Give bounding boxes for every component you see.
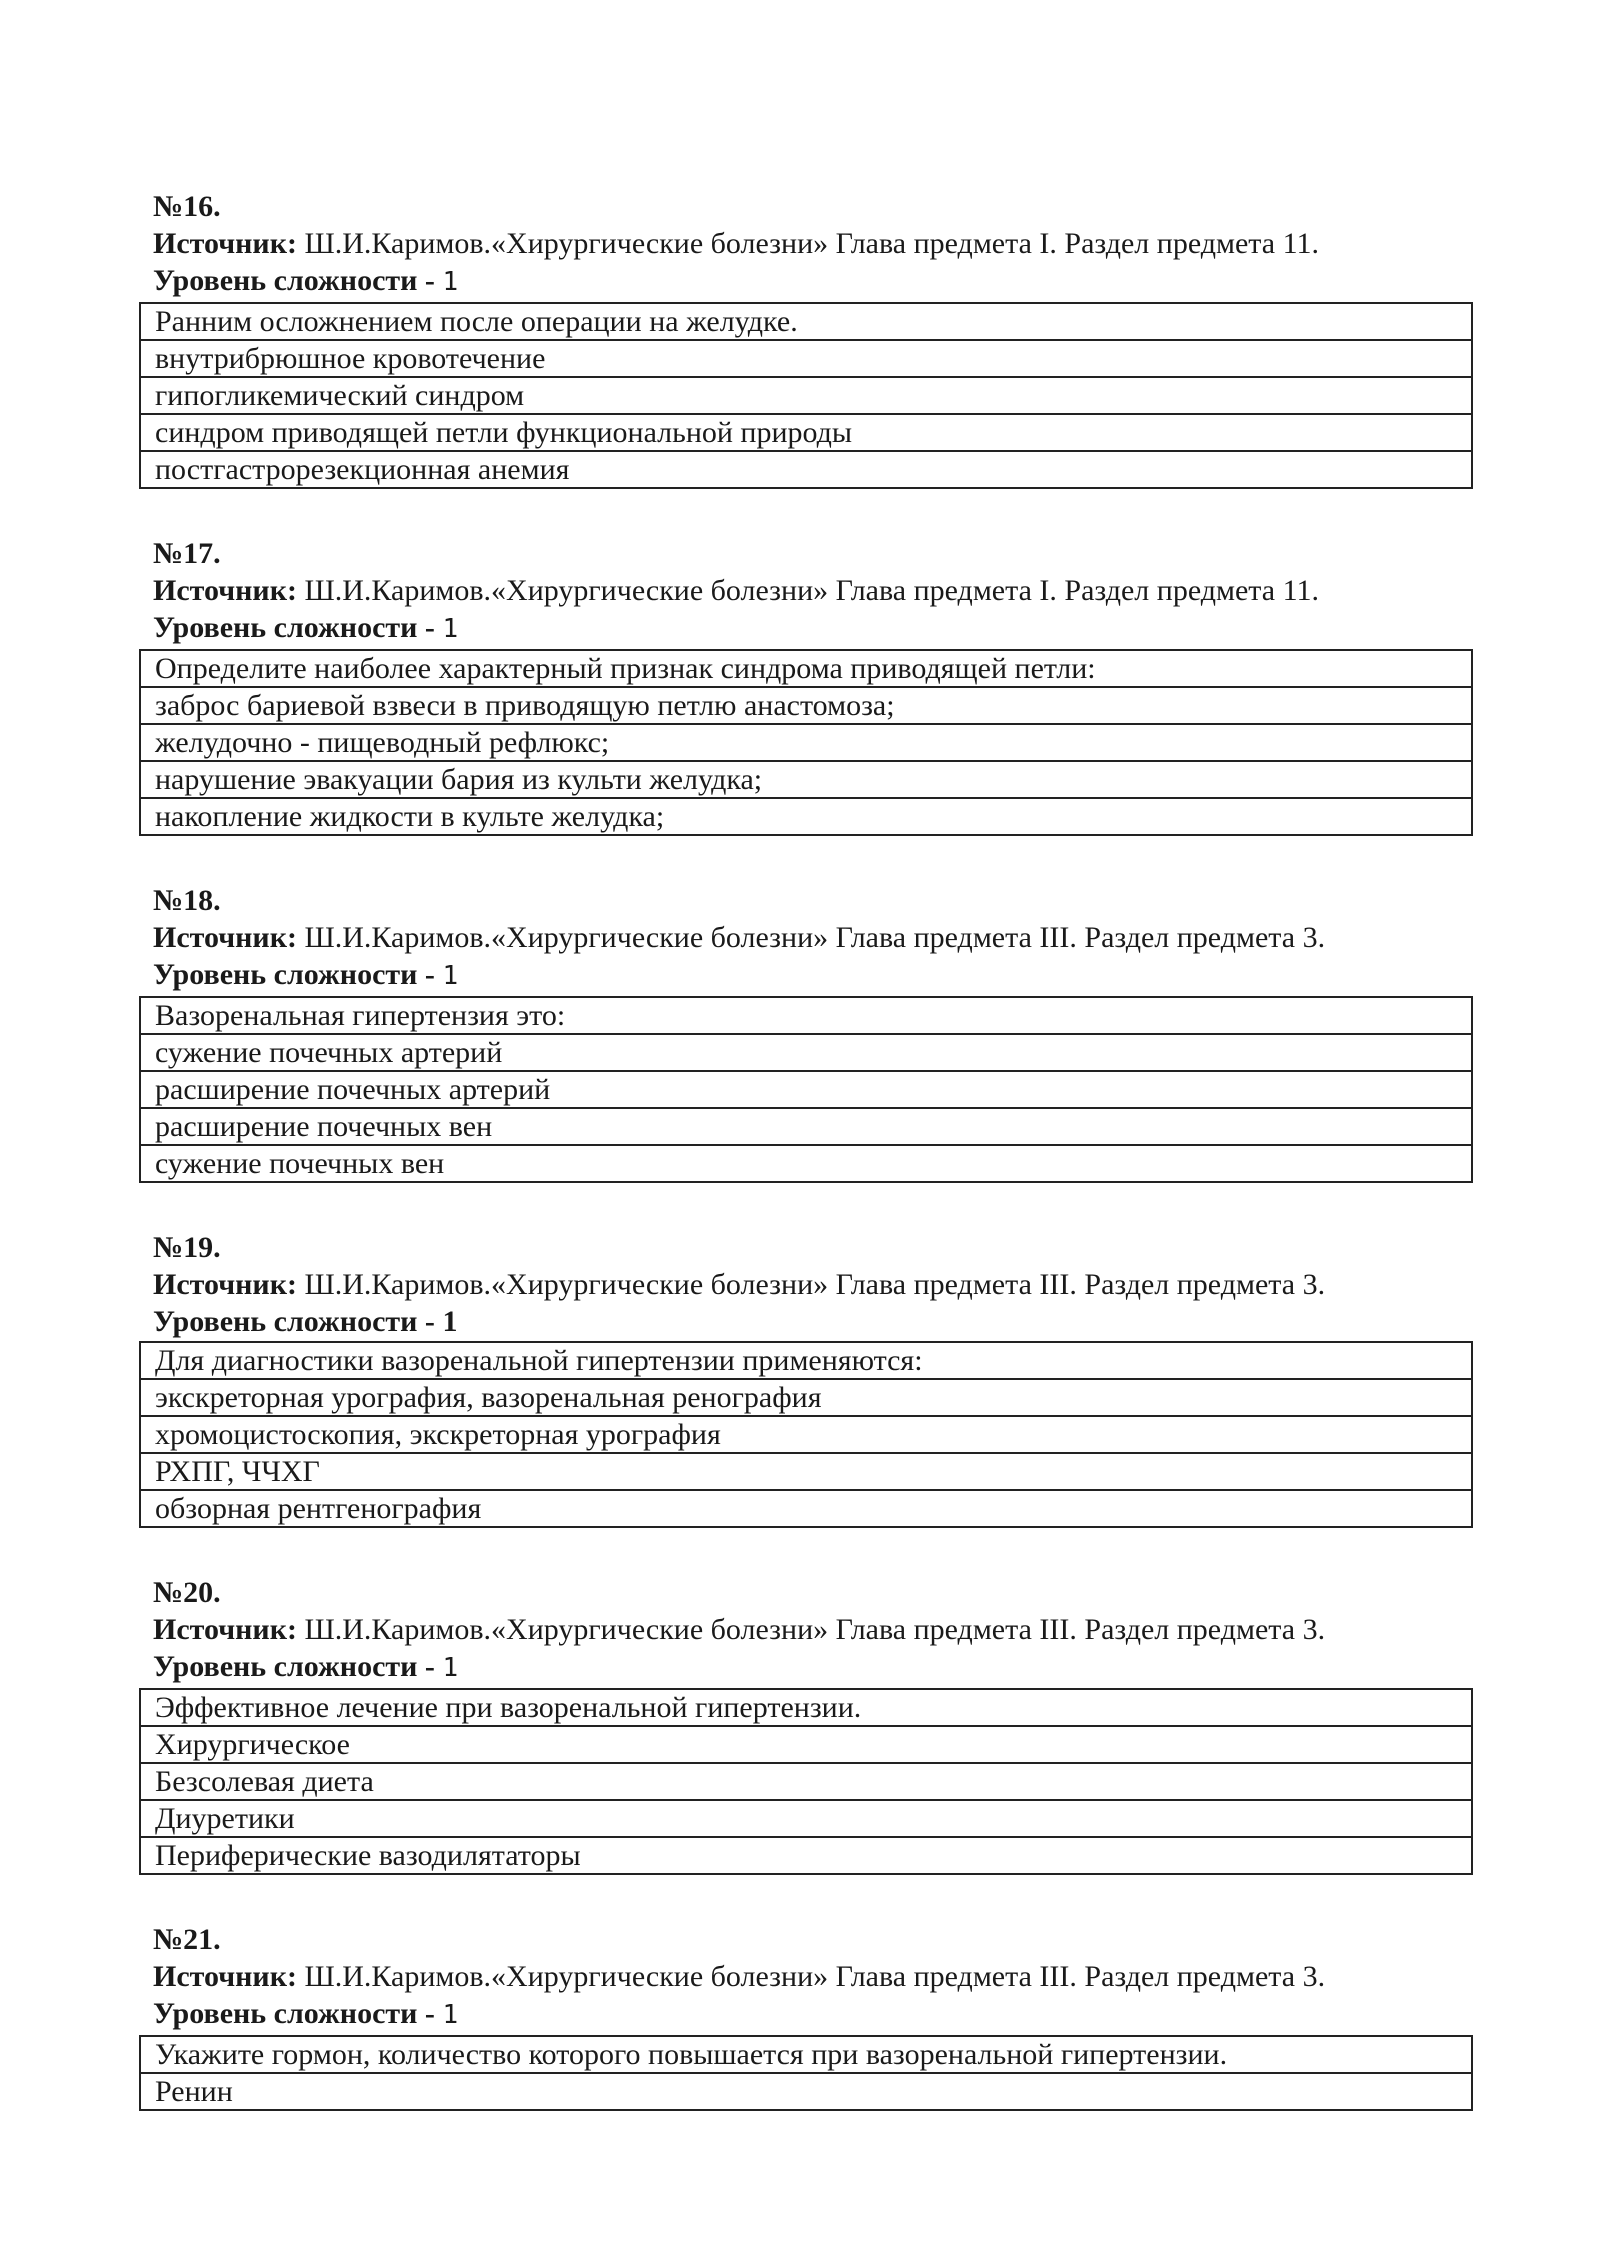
level-label: Уровень сложности - (153, 1997, 435, 2030)
question-row (140, 2036, 1472, 2073)
answer-row (140, 687, 1472, 724)
source-text: Ш.И.Каримов.«Хирургические болезни» Глава предмета I. Раздел предмета 11. (304, 227, 1319, 260)
answer-row (140, 1453, 1472, 1490)
question-source (153, 1958, 1473, 1995)
question-block (153, 535, 1473, 836)
question-source (153, 1266, 1473, 1303)
answer-option: экскреторная урография, вазоренальная ренография (140, 1379, 1472, 1416)
source-label: Источник: (153, 574, 297, 607)
answer-row (140, 1071, 1472, 1108)
question-number: №18. (153, 884, 221, 917)
answer-option: расширение почечных вен (140, 1108, 1472, 1145)
question-text: Определите наиболее характерный признак синдрома приводящей петли: (140, 650, 1472, 687)
answer-row (140, 1837, 1472, 1874)
difficulty-level (153, 609, 1473, 648)
question-text: Вазоренальная гипертензия это: (140, 997, 1472, 1034)
question-block (153, 188, 1473, 489)
source-text: Ш.И.Каримов.«Хирургические болезни» Глава предмета III. Раздел предмета 3. (304, 1960, 1326, 1993)
answer-row (140, 724, 1472, 761)
question-text: Укажите гормон, количество которого повышается при вазоренальной гипертензии. (140, 2036, 1472, 2073)
question-number: №20. (153, 1576, 221, 1609)
question-table (139, 649, 1473, 836)
answer-option: синдром приводящей петли функциональной природы (140, 414, 1472, 451)
question-number: №16. (153, 190, 221, 223)
question-row (140, 303, 1472, 340)
question-table (139, 996, 1473, 1183)
question-text: Ранним осложнением после операции на желудке. (140, 303, 1472, 340)
answer-row (140, 1379, 1472, 1416)
question-table (139, 1341, 1473, 1528)
answer-row (140, 1145, 1472, 1182)
answer-option: накопление жидкости в культе желудка; (140, 798, 1472, 835)
answer-option: внутрибрюшное кровотечение (140, 340, 1472, 377)
question-text: Для диагностики вазоренальной гипертензии применяются: (140, 1342, 1472, 1379)
answer-option: Безсолевая диета (140, 1763, 1472, 1800)
question-row (140, 997, 1472, 1034)
answer-row (140, 1034, 1472, 1071)
difficulty-level (153, 1995, 1473, 2034)
answer-row (140, 1726, 1472, 1763)
answer-option: желудочно - пищеводный рефлюкс; (140, 724, 1472, 761)
source-text: Ш.И.Каримов.«Хирургические болезни» Глава предмета III. Раздел предмета 3. (304, 1268, 1326, 1301)
answer-option: постгастрорезекционная анемия (140, 451, 1472, 488)
difficulty-level (153, 956, 1473, 995)
source-text: Ш.И.Каримов.«Хирургические болезни» Глава предмета III. Раздел предмета 3. (304, 1613, 1326, 1646)
level-value: 1 (442, 1305, 458, 1338)
question-table (139, 1688, 1473, 1875)
question-number: №19. (153, 1231, 221, 1264)
answer-row (140, 1800, 1472, 1837)
answer-row (140, 2073, 1472, 2110)
question-block (153, 1574, 1473, 1875)
difficulty-level (153, 1303, 1473, 1340)
answer-option: Периферические вазодилятаторы (140, 1837, 1472, 1874)
source-label: Источник: (153, 1268, 297, 1301)
question-table (139, 2035, 1473, 2111)
document-page (153, 188, 1473, 2157)
answer-row (140, 798, 1472, 835)
answer-row (140, 377, 1472, 414)
level-label: Уровень сложности - (153, 264, 435, 297)
level-label: Уровень сложности - (153, 958, 435, 991)
source-label: Источник: (153, 1960, 297, 1993)
level-value: 1 (442, 1653, 459, 1683)
answer-row (140, 1108, 1472, 1145)
answer-option: заброс бариевой взвеси в приводящую петлю анастомоза; (140, 687, 1472, 724)
question-number: №21. (153, 1923, 221, 1956)
answer-option: Хирургическое (140, 1726, 1472, 1763)
answer-option: гипогликемический синдром (140, 377, 1472, 414)
level-label: Уровень сложности - (153, 1650, 435, 1683)
question-row (140, 1342, 1472, 1379)
level-value: 1 (442, 267, 459, 297)
answer-option: Ренин (140, 2073, 1472, 2110)
source-label: Источник: (153, 1613, 297, 1646)
answer-row (140, 451, 1472, 488)
answer-option: нарушение эвакуации бария из культи желудка; (140, 761, 1472, 798)
answer-row (140, 1490, 1472, 1527)
answer-option: Диуретики (140, 1800, 1472, 1837)
level-label: Уровень сложности - (153, 1305, 435, 1338)
answer-row (140, 761, 1472, 798)
source-text: Ш.И.Каримов.«Хирургические болезни» Глава предмета III. Раздел предмета 3. (304, 921, 1326, 954)
question-table (139, 302, 1473, 489)
answer-option: сужение почечных вен (140, 1145, 1472, 1182)
difficulty-level (153, 262, 1473, 301)
answer-option: расширение почечных артерий (140, 1071, 1472, 1108)
question-number: №17. (153, 537, 221, 570)
answer-row (140, 1416, 1472, 1453)
answer-option: хромоцистоскопия, экскреторная урография (140, 1416, 1472, 1453)
question-source (153, 919, 1473, 956)
question-row (140, 650, 1472, 687)
level-value: 1 (442, 614, 459, 644)
answer-option: обзорная рентгенография (140, 1490, 1472, 1527)
source-label: Источник: (153, 227, 297, 260)
level-label: Уровень сложности - (153, 611, 435, 644)
answer-row (140, 340, 1472, 377)
question-text: Эффективное лечение при вазоренальной гипертензии. (140, 1689, 1472, 1726)
source-text: Ш.И.Каримов.«Хирургические болезни» Глава предмета I. Раздел предмета 11. (304, 574, 1319, 607)
answer-row (140, 1763, 1472, 1800)
question-source (153, 1611, 1473, 1648)
level-value: 1 (442, 961, 459, 991)
answer-option: сужение почечных артерий (140, 1034, 1472, 1071)
answer-row (140, 414, 1472, 451)
question-source (153, 572, 1473, 609)
question-block (153, 882, 1473, 1183)
answer-option: РХПГ, ЧЧХГ (140, 1453, 1472, 1490)
question-row (140, 1689, 1472, 1726)
source-label: Источник: (153, 921, 297, 954)
question-block (153, 1229, 1473, 1528)
question-source (153, 225, 1473, 262)
difficulty-level (153, 1648, 1473, 1687)
level-value: 1 (442, 2000, 459, 2030)
question-block (153, 1921, 1473, 2111)
